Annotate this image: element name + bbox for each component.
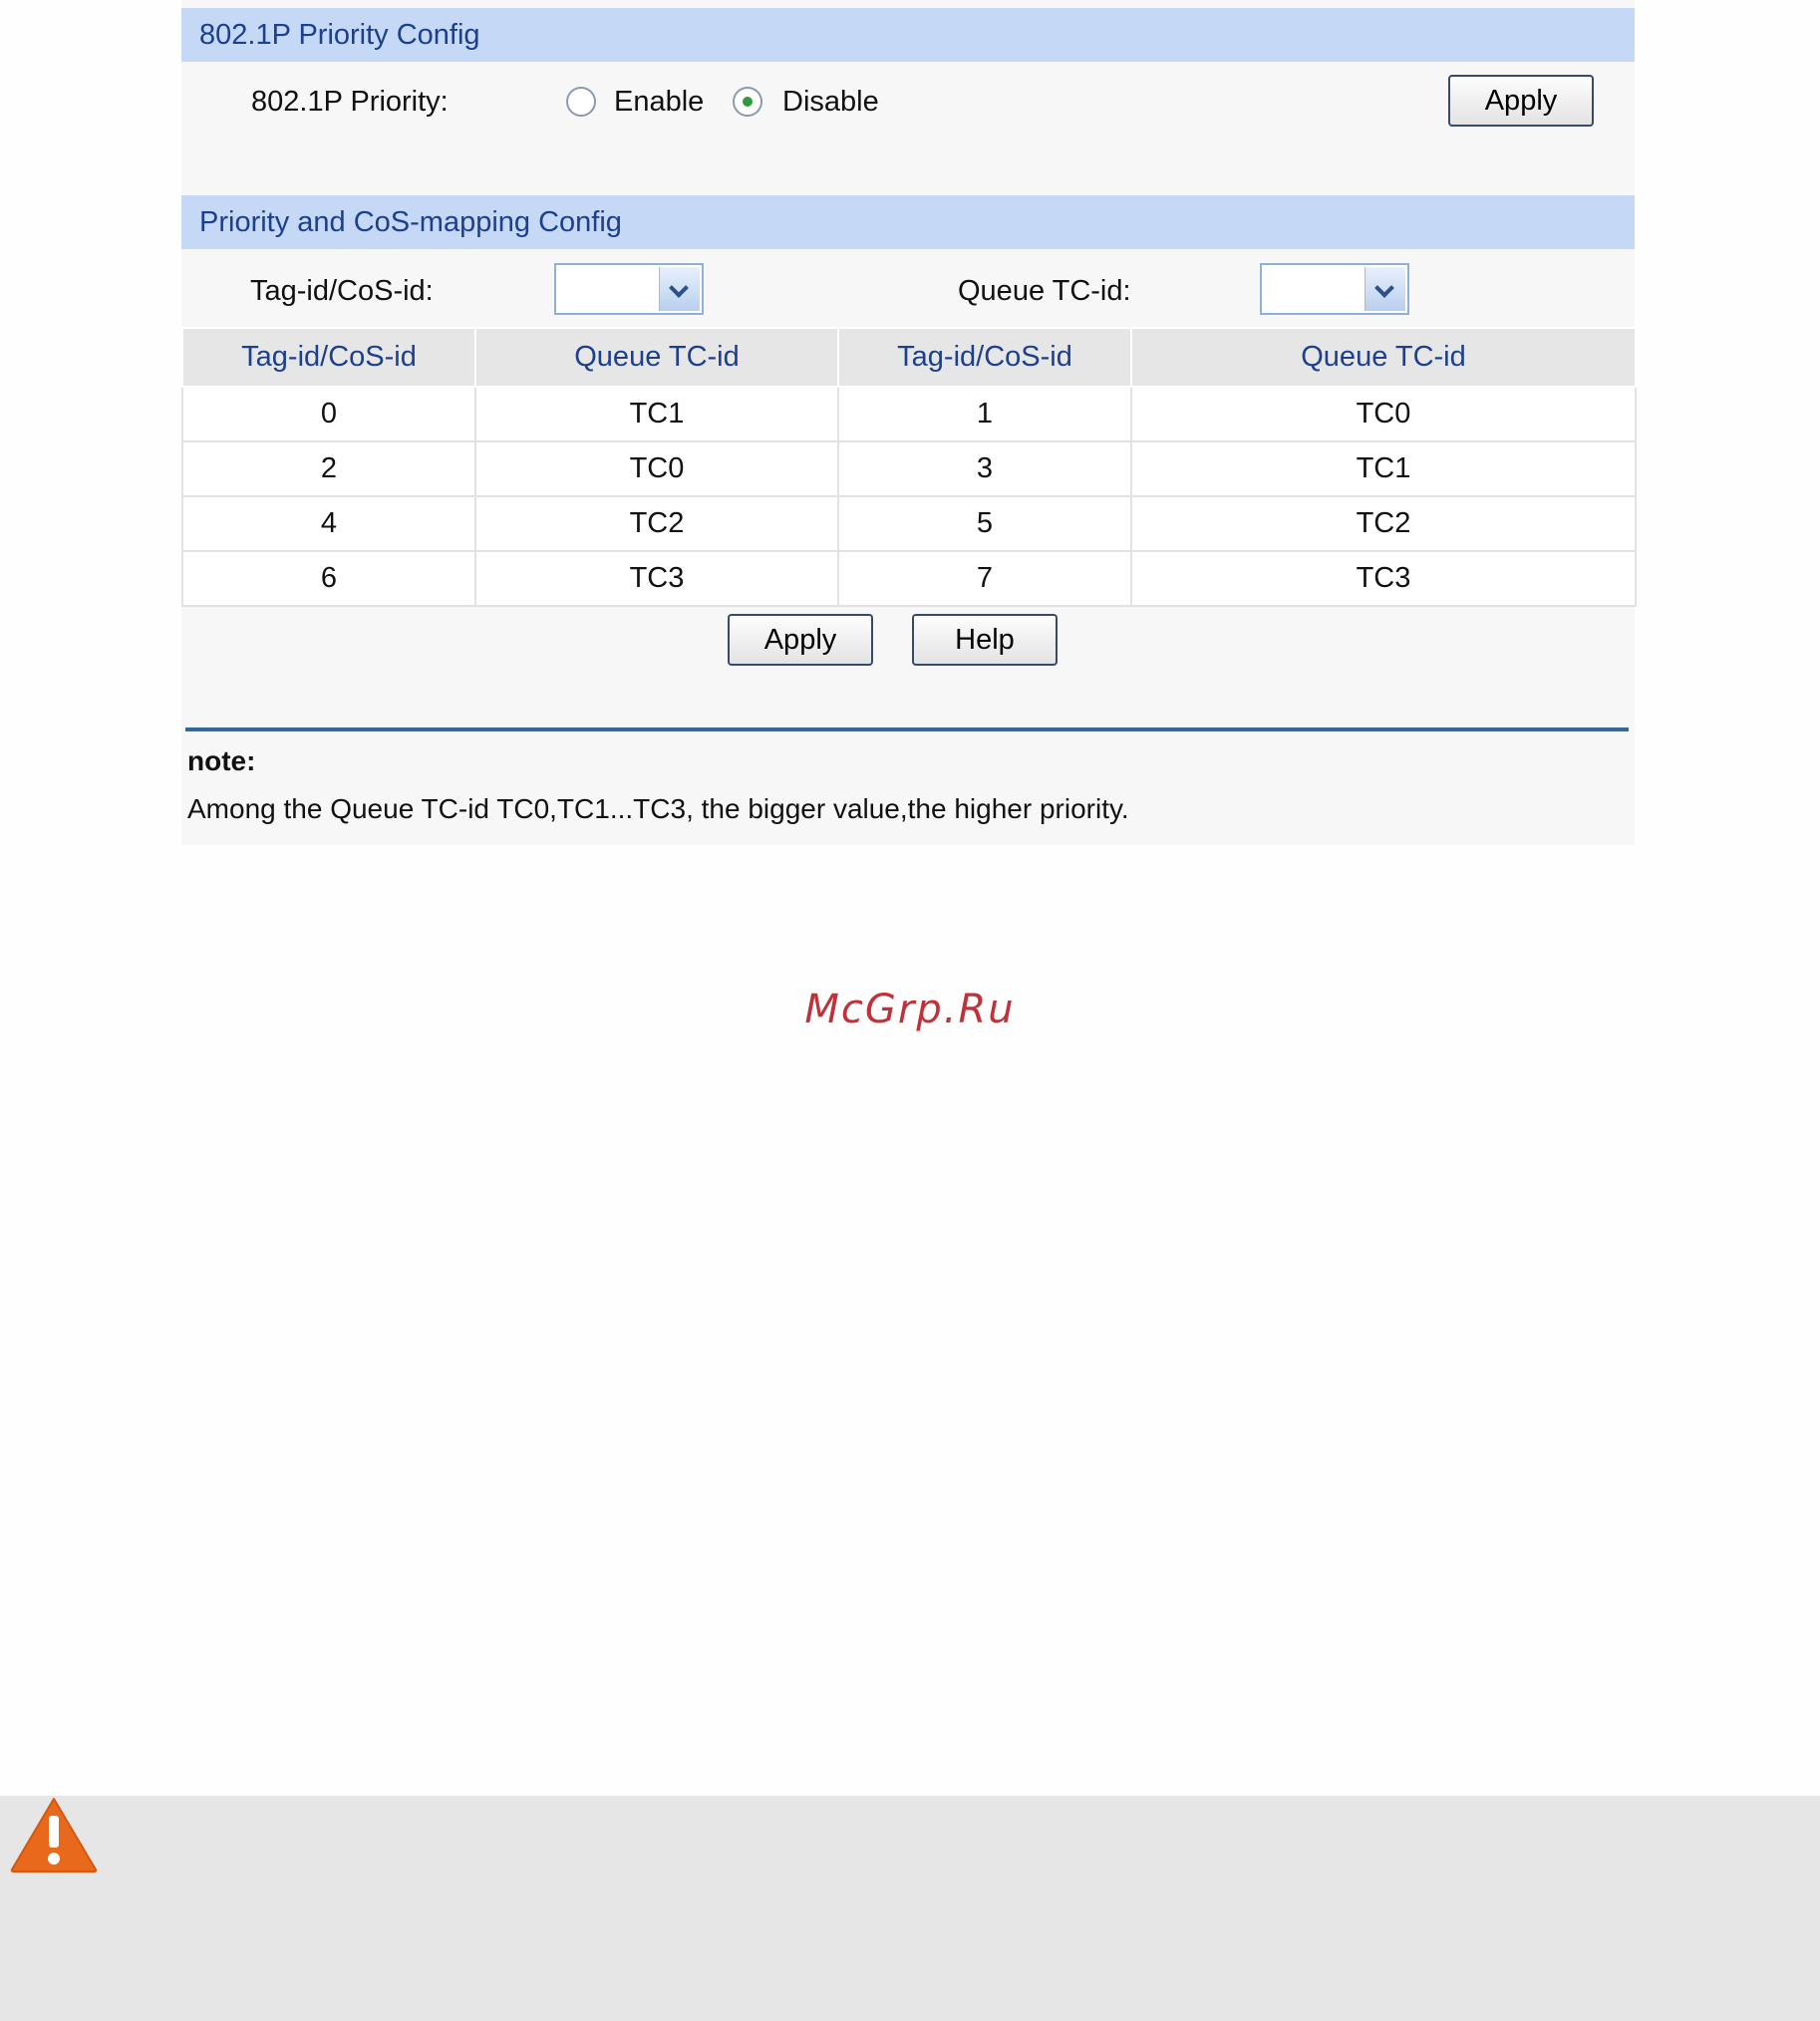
warning-box (0, 1796, 1820, 2021)
table-row (182, 441, 1636, 496)
enable-label: Enable (614, 86, 705, 118)
watermark: McGrp.Ru (804, 987, 1016, 1032)
table-cell: TC2 (475, 496, 838, 551)
table-cell: TC0 (1131, 387, 1636, 441)
table-row (182, 387, 1636, 441)
table-cell: TC2 (1131, 496, 1636, 551)
table-cell: TC3 (1131, 551, 1636, 606)
priority-config-header: 802.1P Priority Config (181, 8, 1635, 62)
table-cell: 3 (838, 441, 1131, 496)
disable-radio[interactable] (733, 87, 762, 117)
table-cell: TC1 (1131, 441, 1636, 496)
cos-apply-button[interactable]: Apply (728, 614, 873, 666)
table-cell: 6 (182, 551, 475, 606)
help-button[interactable]: Help (912, 614, 1058, 666)
enable-radio[interactable] (566, 87, 596, 117)
cos-mapping-table (181, 327, 1637, 607)
table-row (182, 551, 1636, 606)
tag-cos-id-label: Tag-id/CoS-id: (250, 275, 434, 307)
table-header-row (182, 328, 1636, 387)
note-text: Among the Queue TC-id TC0,TC1...TC3, the bigger value,the higher priority. (187, 793, 1129, 824)
tag-cos-id-select[interactable] (554, 263, 704, 315)
cos-config-header: Priority and CoS-mapping Config (181, 195, 1635, 249)
table-cell: TC3 (475, 551, 838, 606)
table-cell: 5 (838, 496, 1131, 551)
note-divider (185, 727, 1629, 731)
table-cell: TC0 (475, 441, 838, 496)
table-cell: 4 (182, 496, 475, 551)
table-cell: 1 (838, 387, 1131, 441)
queue-tc-id-select[interactable] (1260, 263, 1409, 315)
chevron-down-icon[interactable] (1365, 267, 1405, 311)
priority-apply-button[interactable]: Apply (1448, 75, 1594, 127)
table-cell: 2 (182, 441, 475, 496)
warning-triangle-icon (9, 1796, 99, 1874)
column-header: Queue TC-id (1131, 328, 1636, 387)
note-title: note: (187, 745, 256, 776)
column-header: Tag-id/CoS-id (182, 328, 475, 387)
disable-label: Disable (782, 86, 879, 118)
column-header: Tag-id/CoS-id (838, 328, 1131, 387)
priority-label: 802.1P Priority: (251, 86, 449, 118)
table-cell: 0 (182, 387, 475, 441)
queue-tc-id-label: Queue TC-id: (958, 275, 1131, 307)
table-cell: 7 (838, 551, 1131, 606)
table-cell: TC1 (475, 387, 838, 441)
table-row (182, 496, 1636, 551)
column-header: Queue TC-id (475, 328, 838, 387)
chevron-down-icon[interactable] (659, 267, 700, 311)
